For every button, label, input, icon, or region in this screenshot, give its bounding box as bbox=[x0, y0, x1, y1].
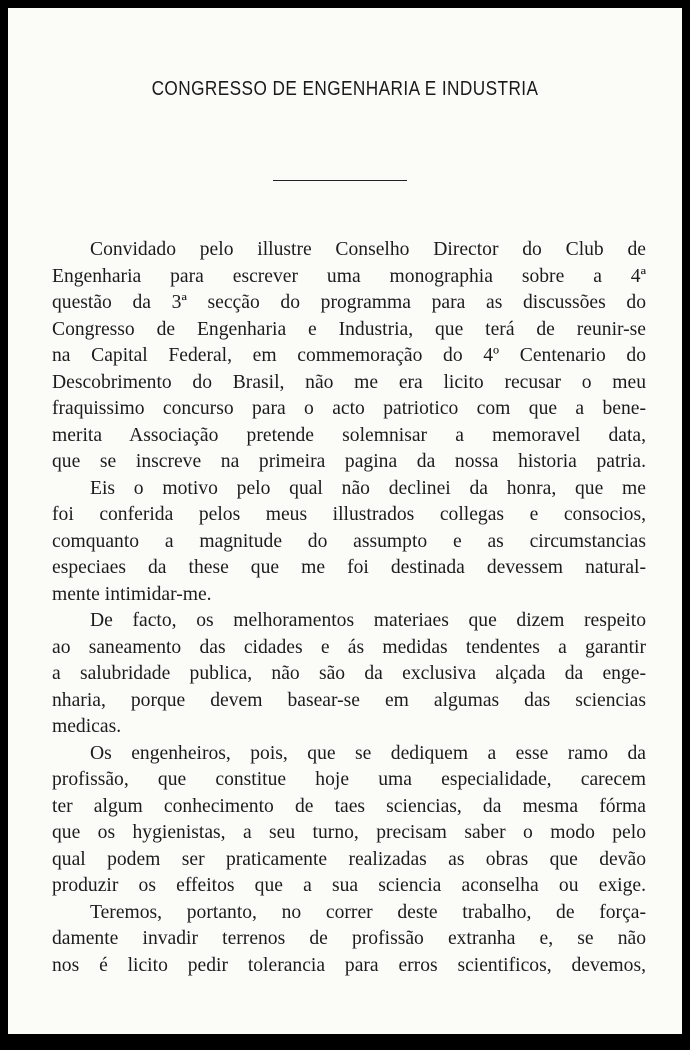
page-title: CONGRESSO DE ENGENHARIA E INDUSTRIA bbox=[151, 78, 539, 100]
text-line: Descobrimento do Brasil, não me era licito recusar o meu bbox=[52, 371, 646, 393]
text-line: qual podem ser praticamente realizadas as obras que devão bbox=[52, 848, 646, 870]
text-line: Congresso de Engenharia e Industria, que terá de reunir-se bbox=[52, 318, 646, 340]
body-text bbox=[52, 237, 646, 979]
text-line: foi conferida pelos meus illustrados collegas e consocios, bbox=[52, 504, 646, 525]
text-line: ao saneamento das cidades e ás medidas tendentes a garantir bbox=[52, 636, 646, 658]
paragraph-3 bbox=[52, 608, 646, 741]
text-line: merita Associação pretende solemnisar a memoravel data, bbox=[52, 424, 646, 446]
text-line: questão da 3ª secção do programma para as discussões do bbox=[52, 292, 646, 313]
paragraph-5 bbox=[52, 900, 646, 980]
text-line: profissão, que constitue hoje uma especialidade, carecem bbox=[52, 769, 646, 790]
title-divider bbox=[273, 180, 407, 181]
text-line: que os hygienistas, a seu turno, precisam saber o modo pelo bbox=[52, 822, 646, 843]
paragraph-1 bbox=[52, 237, 646, 476]
text-line: que se inscreve na primeira pagina da nossa historia patria. bbox=[52, 451, 646, 472]
text-line: Convidado pelo illustre Conselho Director do Club de bbox=[90, 239, 646, 260]
paragraph-2 bbox=[52, 476, 646, 609]
paragraph-4 bbox=[52, 741, 646, 900]
text-line: De facto, os melhoramentos materiaes que dizem respeito bbox=[90, 610, 646, 631]
text-line: medicas. bbox=[52, 716, 122, 737]
text-line: a salubridade publica, não são da exclusiva alçada da enge- bbox=[52, 663, 646, 684]
text-line: ter algum conhecimento de taes sciencias, da mesma fórma bbox=[52, 795, 646, 817]
text-line: Eis o motivo pelo qual não declinei da honra, que me bbox=[90, 477, 646, 499]
text-line: nharia, porque devem basear-se em algumas das sciencias bbox=[52, 689, 646, 711]
text-line: na Capital Federal, em commemoração do 4º Centenario do bbox=[52, 345, 646, 366]
text-line: mente intimidar-me. bbox=[52, 583, 212, 605]
text-line: especiaes da these que me foi destinada devessem natural- bbox=[52, 557, 646, 578]
text-line: comquanto a magnitude do assumpto e as circumstancias bbox=[52, 530, 646, 552]
text-line: fraquissimo concurso para o acto patriotico com que a bene- bbox=[52, 398, 646, 419]
text-line: Teremos, portanto, no correr deste trabalho, de força- bbox=[90, 901, 646, 923]
text-line: Engenharia para escrever uma monographia sobre a 4ª bbox=[52, 265, 646, 287]
document-page bbox=[8, 8, 682, 1034]
text-line: produzir os effeitos que a sua sciencia aconselha ou exige. bbox=[52, 875, 646, 896]
text-line: damente invadir terrenos de profissão extranha e, se não bbox=[52, 928, 646, 949]
text-line: Os engenheiros, pois, que se dediquem a esse ramo da bbox=[90, 742, 646, 764]
text-line: nos é licito pedir tolerancia para erros scientificos, devemos, bbox=[52, 954, 646, 976]
